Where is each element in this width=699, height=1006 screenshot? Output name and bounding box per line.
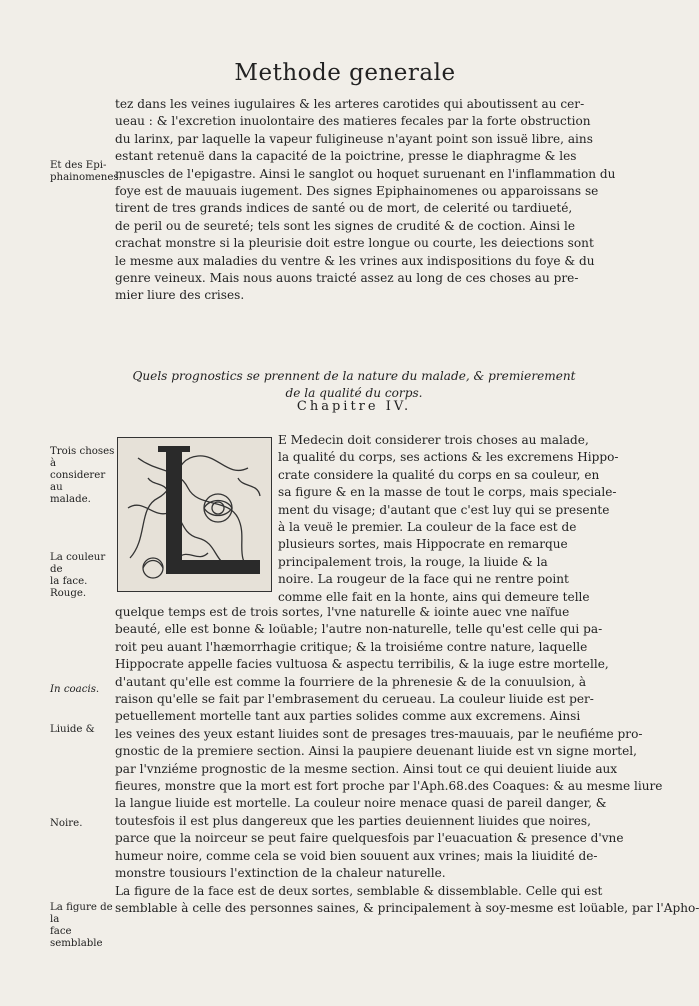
text-line: E Medecin doit considerer trois choses au malade,: [278, 433, 589, 447]
margin-note-line: Trois choses à: [50, 446, 115, 469]
text-line: le mesme aux maladies du ventre & les vrines aux indispositions du foye & du: [115, 253, 595, 268]
margin-note: [50, 684, 116, 696]
margin-note-line: Liuide &: [50, 724, 95, 735]
text-line: mier liure des crises.: [115, 288, 245, 303]
text-line: sa figure & en la masse de tout le corps, mais speciale-: [278, 485, 617, 500]
paragraph-epiphainomenes: [115, 96, 616, 305]
margin-note: [50, 160, 122, 184]
text-line: plusieurs sortes, mais Hippocrate en remarque: [278, 537, 568, 552]
text-line: noire. La rougeur de la face qui ne rentre point: [278, 572, 569, 587]
running-head-title: Methode generale: [234, 60, 456, 86]
margin-note: [50, 724, 116, 736]
text-line: genre veineux. Mais nous auons traicté assez au long de ces choses au pre-: [115, 271, 579, 286]
text-line: crate considere la qualité du corps en sa couleur, en: [278, 467, 600, 482]
text-line: muscles de l'epigastre. Ainsi le sanglot ou hoquet suruenant en l'inflammation du: [115, 166, 616, 181]
text-line: tirent de tres grands indices de santé ou de mort, de celerité ou tardiueté,: [115, 201, 573, 216]
margin-note-line: La couleur de: [50, 552, 106, 575]
text-line: toutesfois il est plus dangereux que les parties deuiennent liuides que noires,: [115, 813, 591, 828]
margin-note: [50, 818, 116, 830]
decorated-initial-l: [117, 437, 272, 592]
text-line: foye est de mauuais iugement. Des signes Epiphainomenes ou apparoissans se: [115, 184, 599, 199]
text-line: comme elle fait en la honte, ains qui demeure telle: [278, 589, 590, 604]
margin-note-line: La figure de la: [50, 902, 113, 925]
text-line: de peril ou de seureté; tels sont les signes de crudité & de coction. Ainsi le: [115, 218, 576, 233]
text-line: parce que la noirceur se peut faire quelquesfois par l'euacuation & presence d'vne: [115, 831, 624, 846]
text-line: fieures, monstre que la mort est fort proche par l'Aph.68.des Coaques: & au mesme liure: [115, 779, 663, 794]
paragraph-chapter-opening: [278, 432, 619, 606]
text-line: d'autant qu'elle est comme la fourriere de la phrenesie & de la conuulsion, à: [115, 674, 587, 689]
text-line: monstre tousiours l'extinction de la chaleur naturelle.: [115, 866, 446, 881]
subtitle-line: de la qualité du corps.: [285, 386, 423, 400]
text-line: ment du visage; d'autant que c'est luy qui se presente: [278, 502, 610, 517]
text-line: gnostic de la premiere section. Ainsi la paupiere deuenant liuide est vn signe mortel,: [115, 744, 637, 759]
text-line: crachat monstre si la pleurisie doit estre longue ou courte, les deiections sont: [115, 236, 594, 251]
text-line: à la veuë le premier. La couleur de la face est de: [278, 520, 577, 535]
margin-note-line: Et des Epi-: [50, 160, 107, 171]
margin-note-line: malade.: [50, 494, 91, 505]
margin-note: [50, 552, 116, 588]
text-line: par l'vnziéme prognostic de la mesme section. Ainsi tout ce qui deuient liuide aux: [115, 761, 618, 776]
text-line: Hippocrate appelle facies vultuosa & aspectu terribilis, & la iuge estre mortelle,: [115, 657, 609, 672]
margin-note: [50, 446, 116, 506]
text-line: beauté, elle est bonne & loüable; l'autre non-naturelle, telle qu'est celle qui pa-: [115, 622, 603, 637]
text-line: du larinx, par laquelle la vapeur fuligineuse n'ayant point son issuë libre, ains: [115, 131, 593, 146]
margin-note-line: phainomenes.: [50, 172, 122, 183]
margin-note-line: In coacis.: [50, 684, 100, 695]
text-line: ueau : & l'excretion inuolontaire des matieres fecales par la forte obstruction: [115, 114, 591, 129]
margin-note: [50, 902, 116, 950]
text-line: quelque temps est de trois sortes, l'vne naturelle & iointe auec vne naïfue: [115, 605, 570, 619]
margin-note: [50, 588, 116, 600]
text-line: petuellement mortelle tant aux parties solides comme aux excremens. Ainsi: [115, 709, 581, 724]
text-line: les veines des yeux estant liuides sont de presages tres-mauuais, par le neufiéme pro-: [115, 726, 643, 741]
margin-note-line: Noire.: [50, 818, 83, 829]
text-line: estant retenuë dans la capacité de la poictrine, presse le diaphragme & les: [115, 149, 577, 164]
running-head: [0, 60, 600, 86]
text-line: la langue liuide est mortelle. La couleur noire menace quasi de pareil danger, &: [115, 796, 607, 811]
text-line: principalement trois, la rouge, la liuide & la: [278, 554, 548, 569]
margin-note-line: considerer au: [50, 470, 106, 493]
margin-note-line: la face.: [50, 576, 88, 587]
chapter-heading: Chapitre IV.: [296, 399, 412, 414]
text-line: La figure de la face est de deux sortes, semblable & dissemblable. Celle qui est: [115, 883, 603, 898]
text-line: tez dans les veines iugulaires & les arteres carotides qui aboutissent au cer-: [115, 97, 585, 111]
text-line: la qualité du corps, ses actions & les excremens Hippo-: [278, 450, 619, 465]
margin-note-line: Rouge.: [50, 588, 87, 599]
text-line: raison qu'elle se fait par l'embrasement du cerueau. La couleur liuide est per-: [115, 692, 594, 707]
margin-note-line: face semblable: [50, 926, 103, 949]
paragraph-colors: [115, 604, 699, 917]
text-line: semblable à celle des personnes saines, & principalement à soy-mesme est loüable, par l'Apho-: [115, 900, 699, 915]
text-line: roit peu auant l'hæmorrhagie critique; & la troisiéme contre nature, laquelle: [115, 639, 588, 654]
subtitle-line: Quels prognostics se prennent de la nature du malade, & premierement: [132, 369, 576, 383]
text-line: humeur noire, comme cela se void bien souuent aux vrines; mais la liuidité de-: [115, 848, 598, 863]
chapter-subtitle: [115, 368, 593, 402]
